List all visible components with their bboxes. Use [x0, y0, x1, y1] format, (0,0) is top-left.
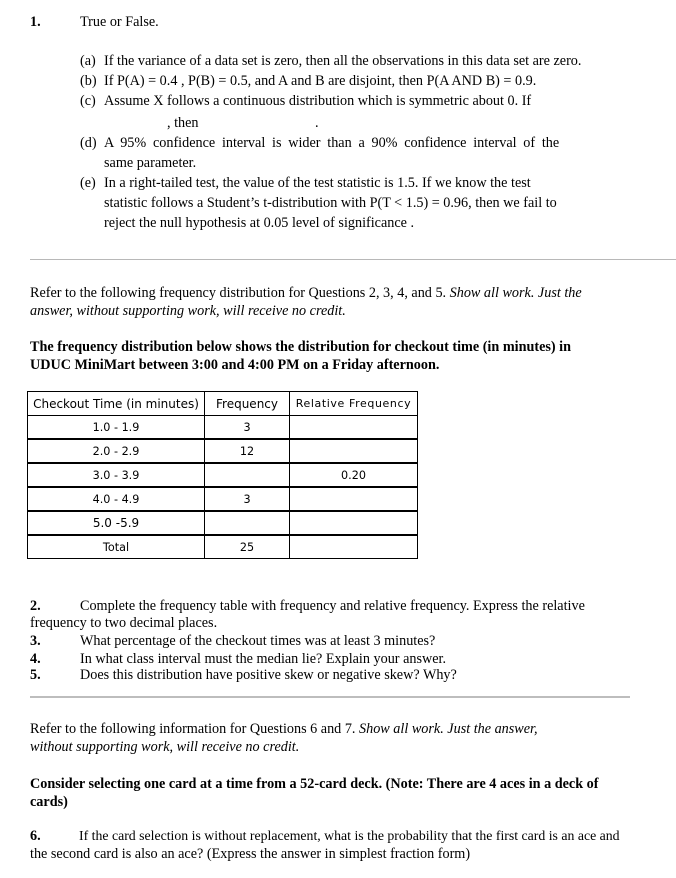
item-d-text-line1: A 95% confidence interval is wider than a 90% confidence interval of the [104, 135, 560, 151]
table-intro-line1: The frequency distribution below shows the distribution for checkout time (in minutes) in [30, 339, 572, 355]
item-e-text-line3: reject the null hypothesis at 0.05 level of significance . [104, 215, 415, 231]
cards-intro-line2: cards) [30, 794, 68, 810]
table-row [28, 487, 418, 511]
cell-total-frequency: 25 [205, 535, 290, 559]
cell-total-label: Total [28, 535, 205, 559]
item-c-text-then: , then [167, 115, 199, 131]
table-row [28, 416, 418, 440]
question-3-number: 3. [30, 633, 41, 649]
item-d-text-line2: same parameter. [104, 155, 197, 171]
question-2-text-line2: frequency to two decimal places. [30, 615, 218, 631]
question-1-number: 1. [30, 14, 41, 30]
cell-relative-frequency [290, 487, 418, 511]
cell-frequency [205, 463, 290, 487]
cell-relative-frequency [290, 416, 418, 440]
cell-relative-frequency: 0.20 [290, 463, 418, 487]
item-c-label: (c) [80, 93, 96, 109]
item-d-label: (d) [80, 135, 97, 151]
question-4-text: In what class interval must the median lie? Explain your answer. [80, 651, 447, 667]
cell-interval: 3.0 - 3.9 [28, 463, 205, 487]
refer-paragraph-2-line1: Refer to the following information for Questions 6 and 7. Show all work. Just the answer, [30, 721, 538, 737]
question-1-title: True or False. [80, 14, 159, 30]
cell-interval: 5.0 -5.9 [28, 511, 205, 535]
cell-interval: 2.0 - 2.9 [28, 439, 205, 463]
question-6-text-line1: If the card selection is without replacement, what is the probability that the first card is an ace and [79, 828, 620, 843]
item-c-text-line1: Assume X follows a continuous distribution which is symmetric about 0. If [104, 93, 532, 109]
cell-total-relative-frequency [290, 535, 418, 559]
item-c-text-period: . [315, 115, 319, 131]
header-checkout-time: Checkout Time (in minutes) [28, 392, 205, 416]
cell-frequency: 12 [205, 439, 290, 463]
refer-paragraph-1-line2: answer, without supporting work, will receive no credit. [30, 303, 346, 319]
refer-paragraph-1-line1: Refer to the following frequency distribution for Questions 2, 3, 4, and 5. Show all work. Just the [30, 285, 582, 301]
cards-intro-line1: Consider selecting one card at a time from a 52-card deck. (Note: There are 4 aces in a deck of [30, 776, 599, 792]
item-e-text-line2: statistic follows a Student’s t-distribution with P(T < 1.5) = 0.96, then we fail to [104, 195, 557, 211]
item-e-text-line1: In a right-tailed test, the value of the test statistic is 1.5. If we know the test [104, 175, 531, 191]
question-2-text-line1: Complete the frequency table with frequency and relative frequency. Express the relative [80, 598, 585, 614]
table-row [28, 439, 418, 463]
cell-relative-frequency [290, 511, 418, 535]
item-b-text: If P(A) = 0.4 , P(B) = 0.5, and A and B are disjoint, then P(A AND B) = 0.9. [104, 73, 537, 89]
divider-2 [30, 696, 630, 698]
table-row [28, 463, 418, 487]
question-3-text: What percentage of the checkout times was at least 3 minutes? [80, 633, 436, 649]
header-frequency: Frequency [205, 392, 290, 416]
question-5-text: Does this distribution have positive skew or negative skew? Why? [80, 667, 457, 683]
frequency-table [27, 391, 418, 559]
cell-interval: 4.0 - 4.9 [28, 487, 205, 511]
item-a-text: If the variance of a data set is zero, then all the observations in this data set are zero. [104, 53, 582, 69]
question-6-text-line2: the second card is also an ace? (Express the answer in simplest fraction form) [30, 846, 471, 862]
question-2-number: 2. [30, 598, 41, 614]
cell-frequency: 3 [205, 487, 290, 511]
cell-frequency [205, 511, 290, 535]
header-relative-frequency: Relative Frequency [290, 392, 418, 416]
question-6-number: 6. [30, 828, 41, 844]
table-header-row [28, 392, 418, 416]
table-total-row [28, 535, 418, 559]
cell-frequency: 3 [205, 416, 290, 440]
item-b-label: (b) [80, 73, 97, 89]
cell-relative-frequency [290, 439, 418, 463]
question-4-number: 4. [30, 651, 41, 667]
table-intro-line2: UDUC MiniMart between 3:00 and 4:00 PM on a Friday afternoon. [30, 357, 440, 373]
refer-paragraph-2-line2: without supporting work, will receive no credit. [30, 739, 300, 755]
item-e-label: (e) [80, 175, 96, 191]
divider-1 [30, 259, 676, 260]
item-a-label: (a) [80, 53, 96, 69]
table-row [28, 511, 418, 535]
question-5-number: 5. [30, 667, 41, 683]
cell-interval: 1.0 - 1.9 [28, 416, 205, 440]
